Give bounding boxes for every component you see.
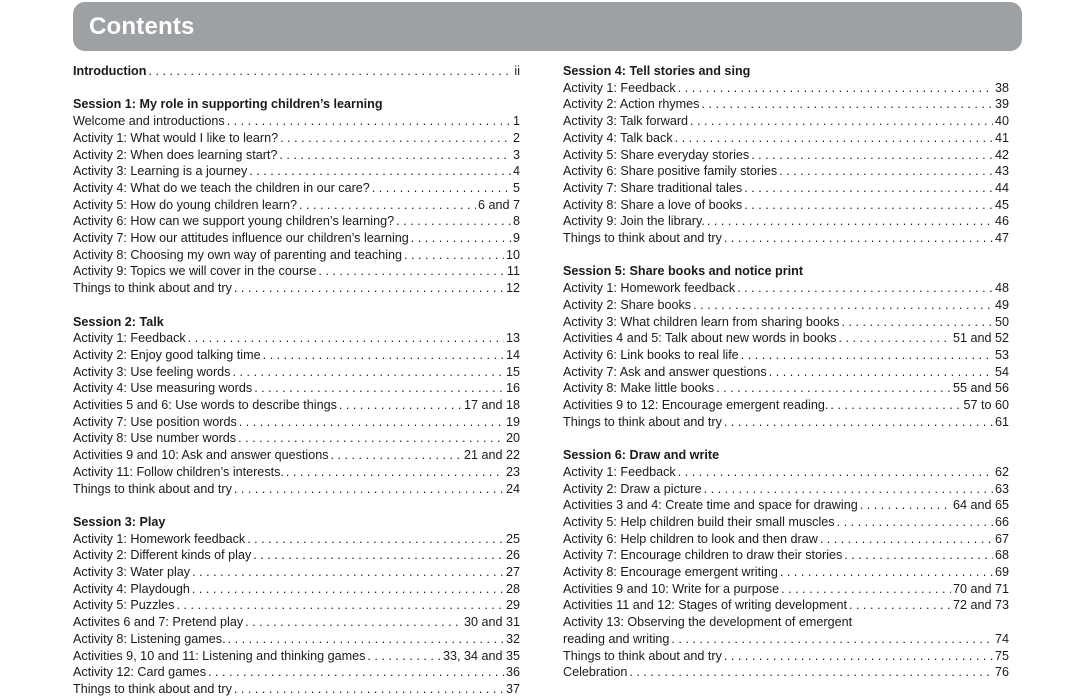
dot-leader [741, 347, 993, 364]
dot-leader [280, 130, 511, 147]
section-heading: Session 2: Talk [73, 314, 164, 329]
dot-leader [671, 631, 993, 648]
toc-entry-page: 24 [505, 481, 520, 496]
toc-section [563, 263, 1009, 430]
toc-entry[interactable] [563, 330, 1009, 347]
toc-entry[interactable] [563, 197, 1009, 214]
toc-entry[interactable] [563, 614, 1009, 631]
dot-leader [234, 481, 504, 498]
dot-leader [188, 330, 504, 347]
toc-entry-page: 36 [505, 665, 520, 680]
toc-entry-page: 45 [994, 197, 1009, 212]
contents-banner [73, 2, 1022, 51]
dot-leader [331, 447, 462, 464]
dot-leader [148, 63, 512, 80]
toc-entry[interactable] [73, 648, 520, 665]
toc-entry[interactable] [73, 564, 520, 581]
dot-leader [678, 80, 993, 97]
toc-entry-label: Activities 9 to 12: Encourage emergent reading. [563, 398, 829, 413]
toc-entry-label: Activity 7: Encourage children to draw their stories [563, 548, 843, 563]
toc-entry-label: Activity 4: Talk back [563, 130, 673, 145]
toc-entry[interactable] [563, 514, 1009, 531]
section-heading: Session 5: Share books and notice print [563, 264, 804, 279]
toc-entry-label: Activity 3: What children learn from sharing books [563, 314, 840, 329]
toc-entry-label: Activity 2: Enjoy good talking time [73, 347, 261, 362]
toc-entry-label: Activity 1: What would I like to learn? [73, 130, 279, 145]
toc-entry[interactable] [563, 180, 1009, 197]
toc-entry-label: Activities 11 and 12: Stages of writing development [563, 598, 847, 613]
toc-entry[interactable] [563, 648, 1009, 665]
toc-entry-label: Things to think about and try [563, 414, 722, 429]
toc-entry-page: 51 and 52 [952, 331, 1009, 346]
dot-leader [245, 614, 462, 631]
toc-entry-page: 76 [994, 665, 1009, 680]
toc-entry-label: Activity 8: Use number words [73, 431, 237, 446]
dot-leader [780, 564, 993, 581]
dot-leader [372, 180, 511, 197]
toc-entry-page: 46 [994, 214, 1009, 229]
toc-entry-page: 53 [994, 347, 1009, 362]
dot-leader [841, 314, 993, 331]
dot-leader [678, 464, 993, 481]
dot-leader [693, 297, 993, 314]
toc-entry-page: 4 [512, 164, 520, 179]
section-heading: Session 4: Tell stories and sing [563, 64, 751, 78]
dot-leader [629, 664, 993, 681]
toc-entry-page: 20 [505, 431, 520, 446]
toc-entry-label: Activity 1: Homework feedback [73, 531, 246, 546]
toc-section [73, 314, 520, 498]
toc-entry[interactable] [563, 464, 1009, 481]
toc-entry-page: 41 [994, 130, 1009, 145]
toc-entry-label: Celebration [563, 665, 628, 680]
toc-entry-label: Activity 4: Playdough [73, 581, 190, 596]
toc-entry[interactable] [73, 330, 520, 347]
toc-entry[interactable] [563, 380, 1009, 397]
dot-leader [228, 631, 504, 648]
toc-entry-label: Activity 7: Ask and answer questions [563, 364, 767, 379]
toc-entry[interactable] [73, 180, 520, 197]
toc-entry[interactable] [563, 631, 1009, 648]
toc-entry[interactable] [73, 263, 520, 280]
toc-entry-page: 3 [512, 147, 520, 162]
section-heading: Session 3: Play [73, 514, 166, 529]
toc-entry-label: Activity 4: Use measuring words [73, 381, 253, 396]
toc-entry-page: 12 [505, 281, 520, 296]
toc-entry-page: 62 [994, 464, 1009, 479]
dot-leader [263, 347, 504, 364]
toc-entry[interactable] [73, 614, 520, 631]
toc-entry-page: 11 [506, 264, 520, 279]
dot-leader [849, 597, 951, 614]
toc-entry-page: 25 [505, 531, 520, 546]
toc-entry-label: Activities 5 and 6: Use words to describe things [73, 398, 337, 413]
dot-leader [238, 430, 504, 447]
toc-entry[interactable] [73, 664, 520, 681]
dot-leader [781, 581, 951, 598]
toc-entry[interactable] [563, 347, 1009, 364]
toc-entry[interactable] [563, 230, 1009, 247]
toc-entry[interactable] [563, 364, 1009, 381]
toc-section [73, 96, 520, 296]
toc-entry-label: Activity 6: Help children to look and then draw [563, 531, 818, 546]
toc-entry[interactable] [73, 414, 520, 431]
toc-entry[interactable] [563, 664, 1009, 681]
toc-entry-label: Activity 8: Listening games. [73, 631, 226, 646]
toc-entry-page: 37 [505, 681, 520, 696]
section-heading: Session 6: Draw and write [563, 448, 720, 463]
toc-entry-label: Activity 9: Join the library. [563, 214, 705, 229]
dot-leader [253, 547, 504, 564]
dot-leader [744, 180, 993, 197]
toc-entry[interactable] [563, 547, 1009, 564]
toc-entry[interactable] [563, 213, 1009, 230]
toc-entry-label: Activity 7: Use position words [73, 414, 237, 429]
toc-entry-page: 54 [994, 364, 1009, 379]
toc-entry-page: 61 [994, 414, 1009, 429]
toc-entry-page: 47 [994, 231, 1009, 246]
toc-entry[interactable] [73, 364, 520, 381]
dot-leader [707, 213, 993, 230]
toc-entry[interactable] [563, 414, 1009, 431]
toc-entry[interactable] [563, 564, 1009, 581]
page-title: Contents [89, 12, 195, 40]
toc-entry-page: 28 [505, 581, 520, 596]
toc-entry-page: 5 [512, 180, 520, 195]
toc-section [73, 63, 520, 80]
toc-entry[interactable] [73, 347, 520, 364]
toc-entry-label: Activity 2: Share books [563, 297, 692, 312]
dot-leader [299, 197, 476, 214]
toc-entry[interactable] [73, 113, 520, 130]
toc-entry-page: 2 [512, 130, 520, 145]
toc-entry[interactable] [563, 597, 1009, 614]
dot-leader [838, 330, 950, 347]
dot-leader [737, 280, 993, 297]
toc-entry-label: Activity 7: Share traditional tales [563, 180, 743, 195]
toc-right-column [563, 63, 1009, 681]
toc-entry-page: 40 [994, 114, 1009, 129]
toc-entry[interactable] [563, 280, 1009, 297]
toc-entry-label: Activity 8: Encourage emergent writing [563, 565, 778, 580]
toc-entry-label: Activity 8: Share a love of books [563, 197, 743, 212]
toc-entry-page: 15 [505, 364, 520, 379]
toc-entry[interactable] [563, 497, 1009, 514]
toc-entry-label: Activity 3: Water play [73, 565, 191, 580]
toc-entry[interactable] [73, 280, 520, 297]
dot-leader [769, 364, 993, 381]
dot-leader [192, 581, 504, 598]
toc-entry-page: 57 to 60 [963, 398, 1009, 413]
toc-entry-label: Activity 1: Feedback [73, 331, 186, 346]
toc-entry-label: reading and writing [563, 631, 670, 646]
toc-entry-label: Activity 5: Puzzles [73, 598, 175, 613]
toc-entry-page: 68 [994, 548, 1009, 563]
toc-entry-page: 64 and 65 [952, 498, 1009, 513]
dot-leader [208, 664, 504, 681]
toc-section [563, 63, 1009, 247]
toc-left-column [73, 63, 520, 698]
toc-section [563, 447, 1009, 681]
toc-entry-page: 44 [994, 180, 1009, 195]
toc-entry-label: Activity 2: When does learning start? [73, 147, 278, 162]
toc-entry-label: Activity 8: Make little books [563, 381, 715, 396]
toc-entry-page: 42 [994, 147, 1009, 162]
toc-entry-label: Things to think about and try [563, 648, 722, 663]
toc-entry-label: Welcome and introductions [73, 114, 225, 129]
toc-entry-label: Activity 8: Choosing my own way of parenting and teaching [73, 247, 403, 262]
toc-entry-label: Things to think about and try [563, 231, 722, 246]
toc-entry-label: Activity 1: Feedback [563, 80, 676, 95]
toc-entry-page: 33, 34 and 35 [442, 648, 520, 663]
toc-entry-label: Activities 4 and 5: Talk about new words in books [563, 331, 837, 346]
dot-leader [239, 414, 504, 431]
section-heading: Session 1: My role in supporting children’s learning [73, 97, 383, 112]
toc-entry[interactable] [73, 130, 520, 147]
toc-entry-page: 17 and 18 [463, 398, 520, 413]
dot-leader [411, 230, 511, 247]
toc-entry-page: 63 [994, 481, 1009, 496]
dot-leader [176, 597, 504, 614]
dot-leader [724, 230, 993, 247]
toc-entry[interactable] [563, 96, 1009, 113]
toc-entry-page: 9 [512, 231, 520, 246]
toc-entry[interactable] [73, 547, 520, 564]
toc-entry[interactable] [73, 631, 520, 648]
dot-leader [192, 564, 504, 581]
toc-section [73, 514, 520, 698]
toc-entry[interactable] [73, 531, 520, 548]
toc-entry-page: 14 [505, 347, 520, 362]
toc-entry[interactable] [563, 314, 1009, 331]
toc-entry-label: Activity 5: How do young children learn? [73, 197, 298, 212]
toc-entry[interactable] [563, 130, 1009, 147]
toc-entry[interactable] [73, 397, 520, 414]
toc-entry-page: 70 and 71 [952, 581, 1009, 596]
toc-entry[interactable] [73, 63, 520, 80]
toc-entry-label: Things to think about and try [73, 481, 232, 496]
toc-entry-page: 48 [994, 281, 1009, 296]
dot-leader [247, 531, 504, 548]
toc-entry-label: Activity 3: Use feeling words [73, 364, 231, 379]
toc-entry[interactable] [563, 581, 1009, 598]
toc-entry-label: Activity 12: Card games [73, 665, 206, 680]
toc-entry-label: Activity 2: Different kinds of play [73, 548, 252, 563]
dot-leader [339, 397, 462, 414]
toc-entry[interactable] [73, 581, 520, 598]
toc-entry-label: Activity 5: Share everyday stories [563, 147, 750, 162]
toc-entry-label: Things to think about and try [73, 681, 232, 696]
toc-entry-label: Activites 6 and 7: Pretend play [73, 615, 244, 630]
toc-entry-page: 29 [505, 598, 520, 613]
dot-leader [254, 380, 504, 397]
dot-leader [830, 397, 961, 414]
toc-entry[interactable] [73, 247, 520, 264]
dot-leader [396, 213, 511, 230]
toc-entry[interactable] [73, 447, 520, 464]
dot-leader [716, 380, 951, 397]
dot-leader [724, 414, 993, 431]
toc-entry-page: 67 [994, 531, 1009, 546]
dot-leader [779, 163, 993, 180]
toc-entry[interactable] [563, 481, 1009, 498]
toc-entry[interactable] [73, 430, 520, 447]
toc-entry-label: Activity 6: Link books to real life [563, 347, 739, 362]
toc-entry-page: 66 [994, 514, 1009, 529]
dot-leader [249, 163, 511, 180]
dot-leader [690, 113, 993, 130]
toc-entry-page: ii [514, 64, 520, 78]
toc-entry-page: 19 [505, 414, 520, 429]
toc-entry-page: 32 [505, 631, 520, 646]
toc-entry[interactable] [73, 464, 520, 481]
toc-entry-page: 23 [505, 464, 520, 479]
toc-entry-page: 13 [505, 331, 520, 346]
dot-leader [404, 247, 504, 264]
dot-leader [234, 280, 504, 297]
toc-entry[interactable] [563, 297, 1009, 314]
dot-leader [675, 130, 993, 147]
toc-entry-label: Activities 9 and 10: Ask and answer questions [73, 448, 329, 463]
toc-entry[interactable] [73, 597, 520, 614]
toc-entry-label: Activities 9 and 10: Write for a purpose [563, 581, 780, 596]
toc-entry[interactable] [73, 163, 520, 180]
toc-entry-page: 43 [994, 164, 1009, 179]
toc-entry[interactable] [73, 213, 520, 230]
toc-entry-page: 27 [505, 565, 520, 580]
toc-entry-label: Introduction [73, 64, 147, 78]
dot-leader [844, 547, 993, 564]
toc-entry-page: 55 and 56 [952, 381, 1009, 396]
toc-entry-label: Activity 1: Homework feedback [563, 281, 736, 296]
toc-entry-page: 8 [512, 214, 520, 229]
toc-entry-page: 74 [994, 631, 1009, 646]
toc-entry-label: Activity 1: Feedback [563, 464, 676, 479]
toc-entry[interactable] [73, 197, 520, 214]
toc-entry-label: Activity 2: Draw a picture [563, 481, 702, 496]
toc-entry-page: 69 [994, 565, 1009, 580]
toc-entry-label: Activity 13: Observing the development of emergent [563, 615, 853, 630]
toc-entry-page: 72 and 73 [952, 598, 1009, 613]
dot-leader [751, 147, 993, 164]
toc-entry-label: Activity 6: How can we support young children’s learning? [73, 214, 395, 229]
toc-entry-label: Activity 5: Help children build their small muscles [563, 514, 835, 529]
toc-entry-page: 21 and 22 [463, 448, 520, 463]
toc-entry-page: 26 [505, 548, 520, 563]
toc-entry[interactable] [73, 230, 520, 247]
toc-entry[interactable] [73, 147, 520, 164]
toc-entry[interactable] [73, 481, 520, 498]
toc-entry-page: 75 [994, 648, 1009, 663]
toc-entry[interactable] [563, 113, 1009, 130]
dot-leader [744, 197, 993, 214]
dot-leader [232, 364, 504, 381]
toc-entry-label: Activity 11: Follow children’s interests. [73, 464, 284, 479]
toc-entry-label: Activity 4: What do we teach the children in our care? [73, 180, 370, 195]
toc-entry-page: 50 [994, 314, 1009, 329]
toc-entry-label: Activities 9, 10 and 11: Listening and thinking games [73, 648, 366, 663]
dot-leader [367, 648, 441, 665]
toc-entry-label: Activity 2: Action rhymes [563, 97, 700, 112]
toc-entry[interactable] [563, 163, 1009, 180]
toc-entry[interactable] [563, 147, 1009, 164]
toc-entry-page: 6 and 7 [477, 197, 520, 212]
dot-leader [820, 531, 993, 548]
dot-leader [234, 681, 504, 698]
dot-leader [701, 96, 993, 113]
toc-entry-page: 1 [512, 114, 520, 129]
toc-entry-page: 49 [994, 297, 1009, 312]
toc-entry-page: 30 and 31 [463, 615, 520, 630]
toc-entry-label: Activity 3: Learning is a journey [73, 164, 248, 179]
toc-entry[interactable] [73, 681, 520, 698]
dot-leader [724, 648, 993, 665]
toc-entry-label: Activity 3: Talk forward [563, 114, 689, 129]
dot-leader [704, 481, 993, 498]
toc-entry-page: 39 [994, 97, 1009, 112]
toc-entry[interactable] [563, 531, 1009, 548]
dot-leader [286, 464, 504, 481]
dot-leader [279, 147, 511, 164]
dot-leader [860, 497, 951, 514]
toc-entry[interactable] [73, 380, 520, 397]
dot-leader [837, 514, 993, 531]
dot-leader [318, 263, 505, 280]
toc-entry-page: 10 [505, 247, 520, 262]
toc-entry-label: Things to think about and try [73, 281, 232, 296]
toc-entry-page: 16 [505, 381, 520, 396]
toc-entry[interactable] [563, 397, 1009, 414]
toc-entry-label: Activities 3 and 4: Create time and space for drawing [563, 498, 858, 513]
toc-entry-label: Activity 9: Topics we will cover in the course [73, 264, 317, 279]
toc-entry[interactable] [563, 80, 1009, 97]
toc-entry-label: Activity 6: Share positive family stories [563, 164, 778, 179]
toc-entry-label: Activity 7: How our attitudes influence our children’s learning [73, 231, 409, 246]
toc-entry-page: 38 [994, 80, 1009, 95]
dot-leader [227, 113, 511, 130]
